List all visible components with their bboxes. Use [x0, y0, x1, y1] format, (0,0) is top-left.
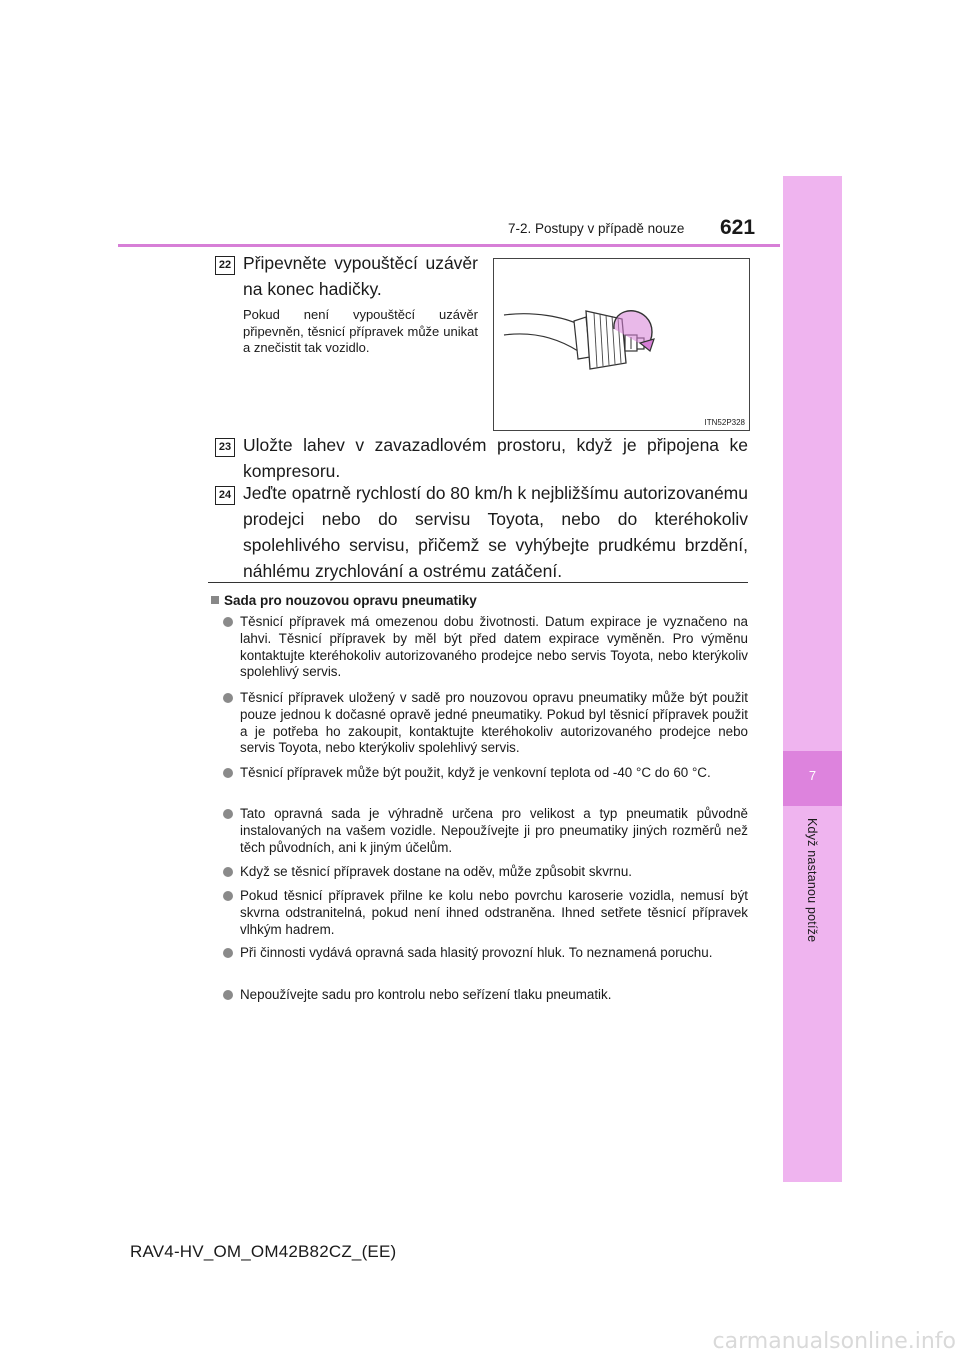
notes-heading-text: Sada pro nouzovou opravu pneumatiky	[224, 593, 477, 608]
list-item	[223, 888, 748, 938]
step-23-text: Uložte lahev v zavazadlovém prostoru, když je připojena ke kompresoru.	[243, 435, 748, 481]
notes-heading	[211, 593, 477, 608]
list-item-text: Těsnicí přípravek má omezenou dobu životnosti. Datum expirace je vyznačeno na lahvi. Těsnicí přípravek by měl být před datem expirace vyměněn. Pro výměnu kontaktujte kteréhokoliv autorizovaného prodejce nebo servis Toyota, nebo kterýkoliv spolehlivý servis.	[240, 614, 748, 680]
list-item-text: Nepoužívejte sadu pro kontrolu nebo seřízení tlaku pneumatik.	[240, 987, 612, 1002]
bullet-dot-icon	[223, 693, 233, 703]
chapter-side-tab	[783, 176, 842, 1182]
list-item-text: Těsnicí přípravek uložený v sadě pro nouzovou opravu pneumatiky může být použit pouze jednou k dočasné opravě jedné pneumatiky. Pokud byl těsnicí přípravek použit a je potřeba ho zakoupit, kontaktujte kteréhokoliv autorizovaného prodejce nebo servis Toyota, nebo kterýkoliv spolehlivý servis.	[240, 690, 748, 756]
watermark: carmanualsonline.info	[712, 1329, 956, 1354]
step-24-text: Jeďte opatrně rychlostí do 80 km/h k nejbližšímu autorizovanému prodejci nebo do servisu Toyota, nebo do kteréhokoliv spolehlivého servisu, přičemž se vyhýbejte prudkému brzdění, náhlému zrychlování a ostrému zatáčení.	[243, 483, 748, 581]
document-code: RAV4-HV_OM_OM42B82CZ_(EE)	[130, 1242, 397, 1261]
list-item-text: Když se těsnicí přípravek dostane na oděv, může způsobit skvrnu.	[240, 864, 633, 879]
step-number-24: 24	[215, 486, 235, 505]
list-item	[223, 690, 748, 757]
section-title: 7-2. Postupy v případě nouze	[508, 221, 685, 236]
list-item-text: Tato opravná sada je výhradně určena pro velikost a typ pneumatik původně instalovaných na vašem vozidle. Nepoužívejte ji pro pneumatiky jiných rozměrů než těch původních, ani k jiným účelům.	[240, 806, 748, 855]
chapter-number: 7	[808, 768, 817, 783]
step-number-22: 22	[215, 256, 235, 275]
chapter-label: Když nastanou potíže	[805, 818, 819, 943]
bullet-dot-icon	[223, 891, 233, 901]
step-22-note: Pokud není vypouštěcí uzávěr připevněn, těsnicí přípravek může unikat a znečistit tak vozidlo.	[243, 307, 478, 355]
list-item	[223, 614, 748, 681]
list-item	[223, 765, 748, 782]
bullet-dot-icon	[223, 768, 233, 778]
bullet-dot-icon	[223, 867, 233, 877]
section-divider	[208, 582, 748, 583]
list-item	[223, 987, 748, 1004]
bullet-dot-icon	[223, 617, 233, 627]
drain-cap-figure	[493, 258, 750, 431]
header-rule	[118, 244, 780, 247]
drain-cap-twist-icon	[494, 259, 749, 430]
bullet-dot-icon	[223, 809, 233, 819]
figure-code: ITN52P328	[704, 418, 745, 427]
list-item	[223, 945, 748, 962]
bullet-dot-icon	[223, 948, 233, 958]
step-number-23: 23	[215, 438, 235, 457]
list-item	[223, 864, 748, 881]
list-item	[223, 806, 748, 856]
step-22-text: Připevněte vypouštěcí uzávěr na konec hadičky.	[243, 253, 478, 299]
list-item-text: Pokud těsnicí přípravek přilne ke kolu nebo povrchu karoserie vozidla, nemusí být skvrna odstranitelná, pokud není ihned odstraněna. Ihned setřete těsnicí přípravek vlhkým hadrem.	[240, 888, 748, 937]
bullet-dot-icon	[223, 990, 233, 1000]
square-bullet-icon	[211, 596, 219, 604]
page-number: 621	[720, 216, 756, 239]
list-item-text: Při činnosti vydává opravná sada hlasitý provozní hluk. To neznamená poruchu.	[240, 945, 713, 960]
list-item-text: Těsnicí přípravek může být použit, když je venkovní teplota od -40 °C do 60 °C.	[240, 765, 711, 780]
